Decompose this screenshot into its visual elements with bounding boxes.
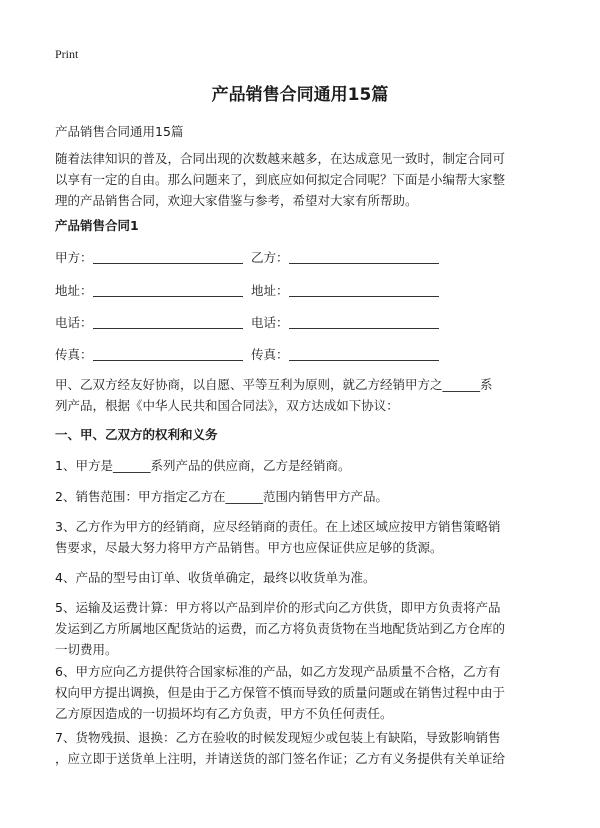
section-1-heading: 一、甲、乙双方的权利和义务 bbox=[55, 427, 218, 442]
clause-6: 6、甲方应向乙方提供符合国家标准的产品，如乙方发现产品质量不合格，乙方有 权向甲方提出调换，但是由于乙方保管不慎而导致的质量问题或在销售过程中由于 乙方原因造成的一切损坏均有乙方负责，甲方不负任何责任。 bbox=[55, 664, 506, 721]
phone-a-blank bbox=[93, 328, 243, 329]
address-b-label: 地址： bbox=[251, 283, 289, 298]
clause-4: 4、产品的型号由订单、收货单确定，最终以收货单为准。 bbox=[55, 570, 376, 585]
party-a-blank bbox=[93, 263, 243, 264]
address-b-blank bbox=[289, 296, 439, 297]
document-subtitle: 产品销售合同通用15篇 bbox=[55, 124, 184, 139]
party-b-blank bbox=[289, 263, 439, 264]
document-title: 产品销售合同通用15篇 bbox=[211, 85, 389, 105]
party-b-label: 乙方： bbox=[251, 250, 289, 265]
address-a-blank bbox=[93, 296, 243, 297]
clause-2: 2、销售范围：甲方指定乙方在______范围内销售甲方产品。 bbox=[55, 489, 388, 504]
contract-heading: 产品销售合同1 bbox=[55, 218, 139, 233]
fax-b-blank bbox=[289, 360, 439, 361]
fax-a-label: 传真： bbox=[55, 347, 93, 362]
clause-3: 3、乙方作为甲方的经销商，应尽经销商的责任。在上述区域应按甲方销售策略销 售要求，尽最大努力将甲方产品销售。甲方也应保证供应足够的货源。 bbox=[55, 519, 501, 555]
field-row-phone bbox=[55, 313, 547, 333]
clause-1: 1、甲方是______系列产品的供应商，乙方是经销商。 bbox=[55, 458, 351, 473]
phone-a-label: 电话： bbox=[55, 315, 93, 330]
phone-b-blank bbox=[289, 328, 439, 329]
intro-paragraph: 随着法律知识的普及，合同出现的次数越来越多，在达成意见一致时，制定合同可 以享有一定的自由。那么问题来了，到底应如何拟定合同呢？下面是小编帮大家整 理的产品销售合同，欢迎大家借鉴与参考，希望对大家有所帮助。 bbox=[55, 151, 506, 208]
print-link[interactable]: Print bbox=[55, 47, 79, 61]
fax-b-label: 传真： bbox=[251, 347, 289, 362]
field-row-address bbox=[55, 281, 547, 301]
field-row-fax bbox=[55, 345, 547, 365]
agreement-paragraph: 甲、乙双方经友好协商，以自愿、平等互利为原则，就乙方经销甲方之______系 列产品，根据《中华人民共和国合同法》，双方达成如下协议： bbox=[55, 377, 493, 413]
clause-5: 5、运输及运费计算：甲方将以产品到岸价的形式向乙方供货，即甲方负责将产品 发运到乙方所属地区配货站的运费，而乙方将负责货物在当地配货站到乙方仓库的 一切费用。 bbox=[55, 600, 506, 657]
address-a-label: 地址： bbox=[55, 283, 93, 298]
party-a-label: 甲方： bbox=[55, 250, 93, 265]
field-row-party bbox=[55, 248, 547, 268]
clause-7: 7、货物残损、退换：乙方在验收的时候发现短少或包装上有缺陷，导致影响销售 ，应立即于送货单上注明，并请送货的部门签名作证；乙方有义务提供有关单证给 bbox=[55, 730, 506, 766]
fax-a-blank bbox=[93, 360, 243, 361]
phone-b-label: 电话： bbox=[251, 315, 289, 330]
